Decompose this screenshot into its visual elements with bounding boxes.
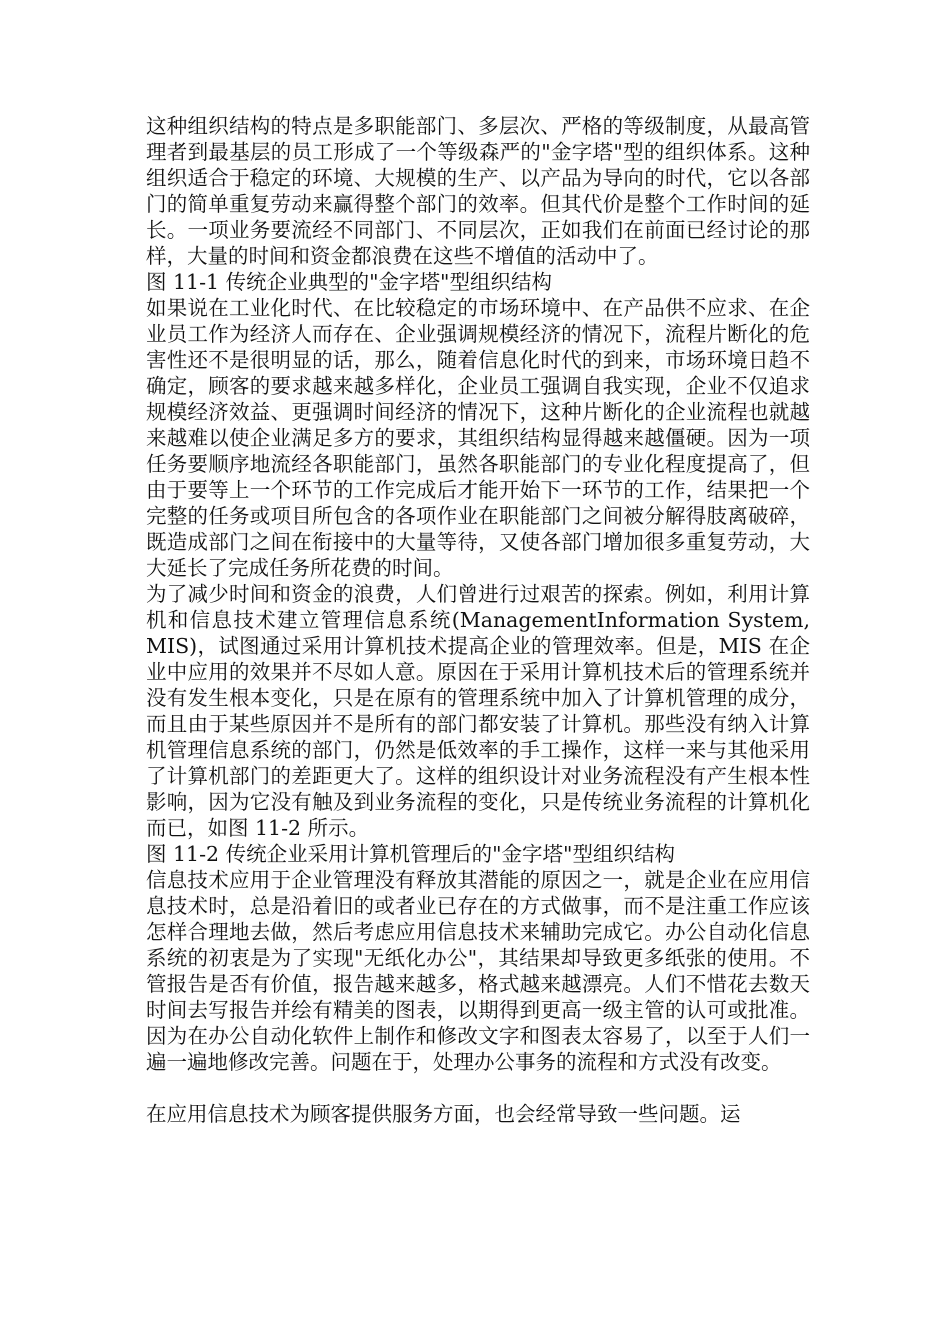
figure-caption-11-1: 图 11-1 传统企业典型的"金字塔"型组织结构 bbox=[146, 270, 552, 294]
paragraph-spacer bbox=[146, 1075, 810, 1101]
paragraph-mis: 为了减少时间和资金的浪费，人们曾进行过艰苦的探索。例如，利用计算机和信息技术建立管理信息系统(ManagementInformation System, MIS)，试图通过采用计算机技术提高企业的管理效率。但是，MIS 在企业中应用的效果并不尽如人意。原因在于采用计算机技术后的管理系统并没有发生根本变化，只是在原有的管理系统中加入了计算机管理的成分，而且由于某些原因并不是所有的部门都安装了计算机。那些没有纳入计算机管理信息系统的部门，仍然是低效率的手工操作，这样一来与其他采用了计算机部门的差距更大了。这样的组织设计对业务流程没有产生根本性影响，因为它没有触及到业务流程的变化，只是传统业务流程的计算机化而已，如图 11-2 所示。 bbox=[146, 582, 810, 840]
document-page bbox=[146, 113, 810, 1127]
paragraph-fragmented-process: 如果说在工业化时代、在比较稳定的市场环境中、在产品供不应求、在企业员工作为经济人而存在、企业强调规模经济的情况下，流程片断化的危害性还不是很明显的话，那么，随着信息化时代的到来，市场环境日趋不确定，顾客的要求越来越多样化，企业员工强调自我实现，企业不仅追求规模经济效益、更强调时间经济的情况下，这种片断化的企业流程也就越来越难以使企业满足多方的要求，其组织结构显得越来越僵硬。因为一项任务要顺序地流经各职能部门，虽然各职能部门的专业化程度提高了，但由于要等上一个环节的工作完成后才能开始下一环节的工作，结果把一个完整的任务或项目所包含的各项作业在职能部门之间被分解得肢离破碎，既造成部门之间在衔接中的大量等待，又使各部门增加很多重复劳动，大大延长了完成任务所花费的时间。 bbox=[146, 296, 810, 580]
figure-caption-11-2: 图 11-2 传统企业采用计算机管理后的"金字塔"型组织结构 bbox=[146, 842, 675, 866]
paragraph-it-potential: 信息技术应用于企业管理没有释放其潜能的原因之一，就是企业在应用信息技术时，总是沿着旧的或者业已存在的方式做事，而不是注重工作应该怎样合理地去做，然后考虑应用信息技术来辅助完成它。办公自动化信息系统的初衷是为了实现"无纸化办公"，其结果却导致更多纸张的使用。不管报告是否有价值，报告越来越多，格式越来越漂亮。人们不惜花去数天时间去写报告并绘有精美的图表，以期得到更高一级主管的认可或批准。因为在办公自动化软件上制作和修改文字和图表太容易了，以至于人们一遍一遍地修改完善。问题在于，处理办公事务的流程和方式没有改变。 bbox=[146, 868, 810, 1074]
paragraph-organization-features: 这种组织结构的特点是多职能部门、多层次、严格的等级制度，从最高管理者到最基层的员工形成了一个等级森严的"金字塔"型的组织体系。这种组织适合于稳定的环境、大规模的生产、以产品为导向的时代，它以各部门的简单重复劳动来赢得整个部门的效率。但其代价是整个工作时间的延长。一项业务要流经不同部门、不同层次，正如我们在前面已经讨论的那样，大量的时间和资金都浪费在这些不增值的活动中了。 bbox=[146, 114, 810, 268]
paragraph-customer-service: 在应用信息技术为顾客提供服务方面，也会经常导致一些问题。运 bbox=[146, 1102, 741, 1126]
